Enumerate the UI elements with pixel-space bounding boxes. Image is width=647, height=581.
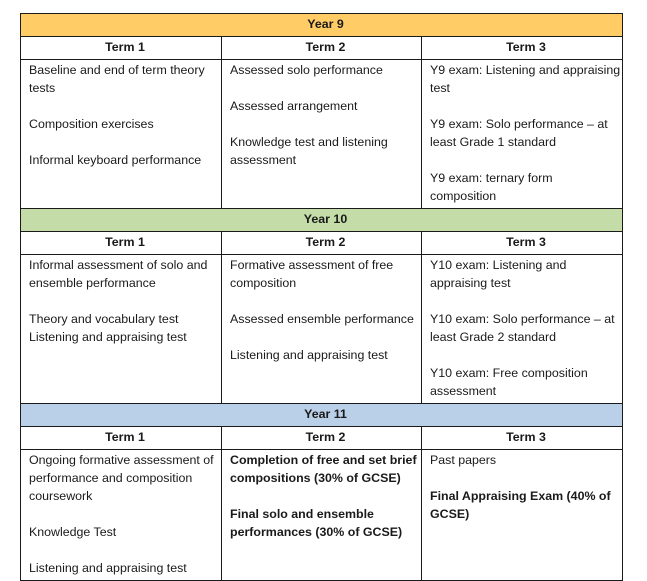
assessment-cell xyxy=(222,60,422,209)
assessment-item: Y10 exam: Solo performance – at least Grade 2 standard xyxy=(430,312,615,344)
term-header-row xyxy=(21,427,623,450)
assessment-item: Formative assessment of free composition xyxy=(230,258,394,290)
assessment-item: Ongoing formative assessment of performance and composition coursework xyxy=(29,453,214,503)
year-header-row xyxy=(21,14,623,37)
term-heading: Term 3 xyxy=(422,37,623,60)
assessment-row xyxy=(21,450,623,581)
term-header-row xyxy=(21,232,623,255)
assessment-item: Y9 exam: ternary form composition xyxy=(430,171,553,203)
assessment-item: Final Appraising Exam (40% of GCSE) xyxy=(430,489,611,521)
term-heading: Term 2 xyxy=(222,37,422,60)
assessment-item: Composition exercises xyxy=(29,117,154,131)
term-heading: Term 2 xyxy=(222,232,422,255)
schedule-body xyxy=(21,14,623,581)
assessment-cell xyxy=(222,450,422,581)
term-header-row xyxy=(21,37,623,60)
assessment-cell xyxy=(422,60,623,209)
assessment-item: Y9 exam: Solo performance – at least Grade 1 standard xyxy=(430,117,608,149)
assessment-item: Y10 exam: Free composition assessment xyxy=(430,366,588,398)
assessment-item: Past papers xyxy=(430,453,497,467)
assessment-cell xyxy=(21,450,222,581)
year-header-row xyxy=(21,404,623,427)
assessment-cell xyxy=(21,255,222,404)
assessment-item: Listening and appraising test xyxy=(29,561,187,575)
assessment-cell xyxy=(422,255,623,404)
term-heading: Term 1 xyxy=(21,37,222,60)
assessment-cell xyxy=(21,60,222,209)
assessment-item: Baseline and end of term theory tests xyxy=(29,63,205,95)
year-heading: Year 11 xyxy=(21,404,623,427)
assessment-item: Assessed solo performance xyxy=(230,63,383,77)
term-heading: Term 2 xyxy=(222,427,422,450)
assessment-item: Knowledge Test xyxy=(29,525,117,539)
assessment-item: Informal assessment of solo and ensemble performance xyxy=(29,258,208,290)
assessment-cell xyxy=(422,450,623,581)
assessment-schedule-table xyxy=(20,13,623,581)
year-header-row xyxy=(21,209,623,232)
term-heading: Term 3 xyxy=(422,427,623,450)
assessment-cell xyxy=(222,255,422,404)
assessment-item: Completion of free and set brief compositions (30% of GCSE) xyxy=(230,453,417,485)
assessment-item: Listening and appraising test xyxy=(230,348,388,362)
assessment-item: Theory and vocabulary test xyxy=(29,312,179,326)
assessment-item: Listening and appraising test xyxy=(29,330,187,344)
term-heading: Term 1 xyxy=(21,427,222,450)
assessment-row xyxy=(21,255,623,404)
term-heading: Term 3 xyxy=(422,232,623,255)
year-heading: Year 10 xyxy=(21,209,623,232)
assessment-item: Y10 exam: Listening and appraising test xyxy=(430,258,567,290)
assessment-item: Y9 exam: Listening and appraising test xyxy=(430,63,621,95)
year-heading: Year 9 xyxy=(21,14,623,37)
assessment-item: Informal keyboard performance xyxy=(29,153,202,167)
assessment-row xyxy=(21,60,623,209)
term-heading: Term 1 xyxy=(21,232,222,255)
assessment-item: Assessed ensemble performance xyxy=(230,312,414,326)
assessment-item: Assessed arrangement xyxy=(230,99,358,113)
assessment-item: Knowledge test and listening assessment xyxy=(230,135,388,167)
assessment-item: Final solo and ensemble performances (30% of GCSE) xyxy=(230,507,403,539)
